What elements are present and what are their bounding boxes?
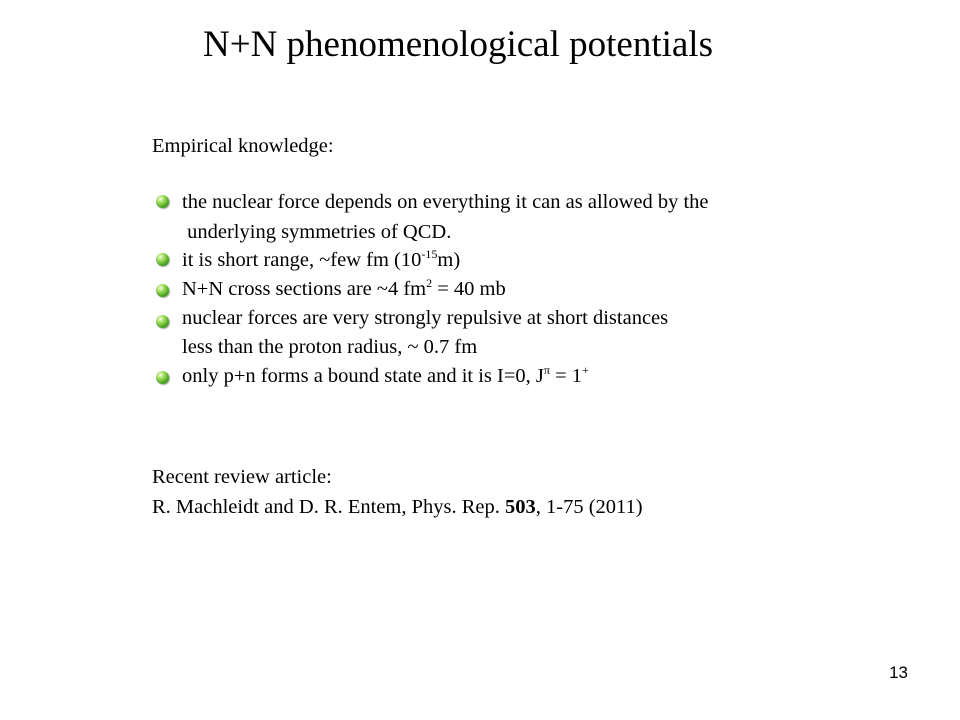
bullet-4-line-1: nuclear forces are very strongly repulsive at short distances (182, 307, 669, 329)
green-bullet-icon (156, 253, 169, 266)
bullet-3-text: N+N cross sections are ~4 $fm^2 = 40$ mb (182, 276, 506, 300)
review-heading: Recent review article: (152, 466, 332, 488)
bullet-5-text: only p+n forms a bound state and it is I=0, $J^\pi = 1^+$ (182, 363, 589, 387)
bullet-1-line-1: the nuclear force depends on everything it can as allowed by the (182, 191, 709, 213)
green-bullet-icon (156, 195, 169, 208)
green-bullet-icon (156, 315, 169, 328)
bullet-2-text: it is short range, ~few fm $(10^{-15}m)$ (182, 247, 461, 271)
green-bullet-icon (156, 371, 169, 384)
bullet-1-line-2: underlying symmetries of QCD. (182, 221, 452, 243)
green-bullet-icon (156, 284, 169, 297)
bullet-4-line-2: less than the proton radius, ~ 0.7 fm (182, 336, 478, 358)
page-number: 13 (889, 663, 908, 682)
slide-title: N+N phenomenological potentials (203, 24, 713, 65)
reference-citation: R. Machleidt and D. R. Entem, Phys. Rep. 503, 1-75 (2011) (152, 496, 643, 518)
empirical-heading: Empirical knowledge: (152, 135, 334, 157)
